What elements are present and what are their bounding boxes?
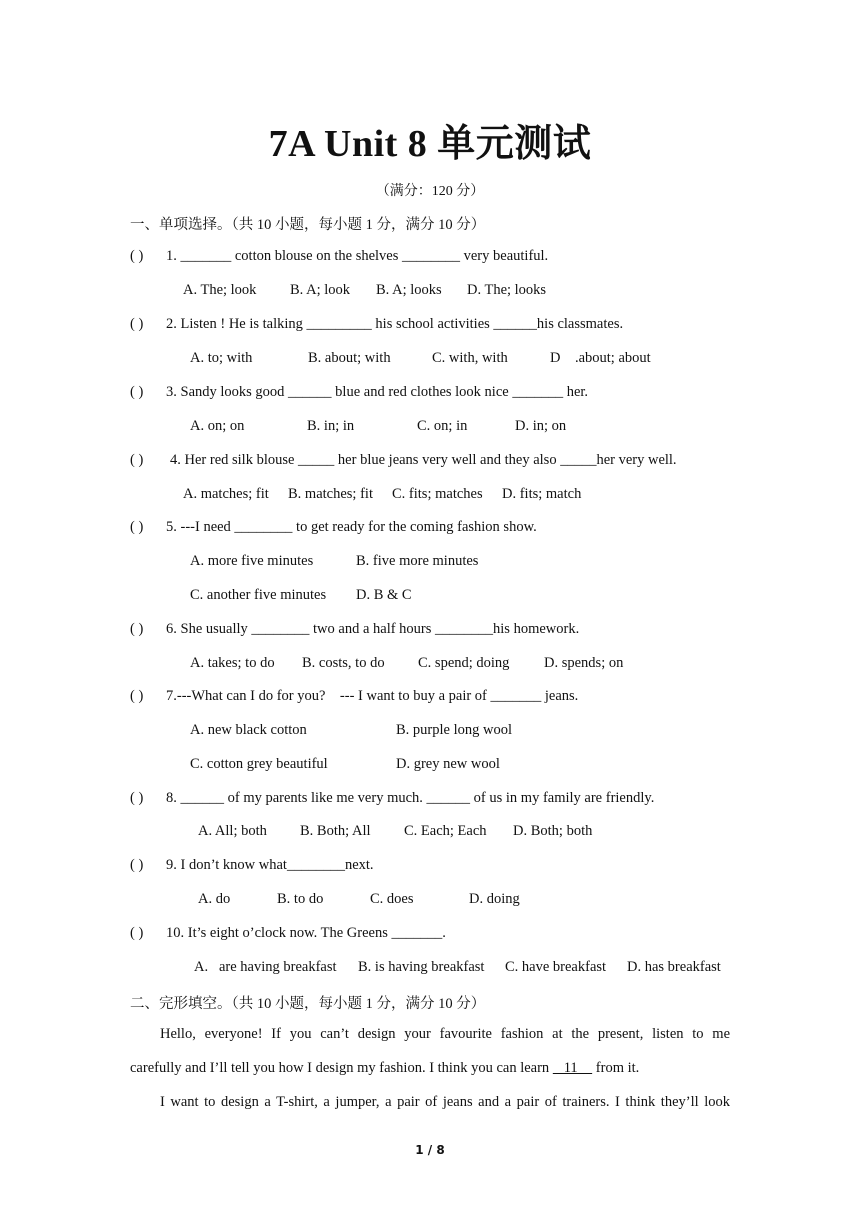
question-4 — [130, 452, 677, 469]
option-b: B. matches; fit — [288, 486, 373, 502]
question-10 — [130, 925, 446, 942]
option-c: C. does — [370, 891, 414, 907]
option-c: C. another five minutes — [190, 587, 327, 603]
question-text: 3. Sandy looks good ______ blue and red clothes look nice _______ her. — [166, 384, 589, 400]
question-text: 1. _______ cotton blouse on the shelves ________ very beautiful. — [166, 248, 549, 264]
answer-bracket: ( ) — [130, 790, 144, 806]
section-heading-1: 一、单项选择。（共 10 小题，每小题 1 分，满分 10 分） — [130, 217, 486, 233]
question-text: 2. Listen ! He is talking _________ his school activities ______his classmates. — [166, 316, 624, 332]
question-5 — [130, 519, 537, 536]
option-a: A. All; both — [198, 823, 267, 839]
option-b: B. in; in — [307, 418, 355, 434]
question-9 — [130, 857, 374, 874]
page-title: 7A Unit 8 单元测试 — [268, 123, 592, 165]
option-b: B. Both; All — [300, 823, 371, 839]
passage-line: Hello, everyone! If you can’t design your favourite fashion at the present, listen to me — [160, 1026, 730, 1042]
option-c: C. spend; doing — [418, 655, 510, 671]
answer-bracket: ( ) — [130, 857, 144, 873]
option-d: D. B & C — [356, 587, 412, 603]
option-a: A. to; with — [190, 350, 253, 366]
option-d: D. in; on — [515, 418, 567, 434]
score-note: （满分：120 分） — [375, 184, 485, 199]
question-text: 4. Her red silk blouse _____ her blue jeans very well and they also _____her very well. — [170, 452, 677, 468]
option-d: D. has breakfast — [627, 959, 721, 975]
option-c: C. Each; Each — [404, 823, 487, 839]
option-a: A. takes; to do — [190, 655, 275, 671]
answer-bracket: ( ) — [130, 925, 144, 941]
question-text: 10. It’s eight o’clock now. The Greens _______. — [166, 925, 446, 941]
section-heading-2: 二、完形填空。（共 10 小题，每小题 1 分，满分 10 分） — [130, 996, 486, 1012]
question-6 — [130, 621, 579, 638]
passage-line — [130, 1060, 730, 1077]
option-c: C. on; in — [417, 418, 468, 434]
option-b: B. purple long wool — [396, 722, 512, 738]
option-a: A. The; look — [183, 282, 257, 298]
question-text: 9. I don’t know what________next. — [166, 857, 374, 873]
option-b: B. five more minutes — [356, 553, 479, 569]
option-c: C. with, with — [432, 350, 508, 366]
option-c: C. cotton grey beautiful — [190, 756, 328, 772]
answer-bracket: ( ) — [130, 621, 144, 637]
question-1 — [130, 248, 548, 265]
question-text: 5. ---I need ________ to get ready for the coming fashion show. — [166, 519, 537, 535]
question-text: 7.---What can I do for you? --- I want to buy a pair of _______ jeans. — [166, 688, 579, 704]
passage-text: from it. — [592, 1060, 640, 1076]
option-b: B. is having breakfast — [358, 959, 485, 975]
option-d: D. spends; on — [544, 655, 624, 671]
option-d: D. Both; both — [513, 823, 593, 839]
question-3 — [130, 384, 588, 401]
answer-bracket: ( ) — [130, 384, 144, 400]
option-a: A. are having breakfast — [194, 959, 337, 975]
option-a: A. matches; fit — [183, 486, 269, 502]
answer-bracket: ( ) — [130, 452, 144, 468]
answer-bracket: ( ) — [130, 519, 144, 535]
option-d: D. The; looks — [467, 282, 547, 298]
option-c: C. fits; matches — [392, 486, 483, 502]
option-b: B. costs, to do — [302, 655, 385, 671]
option-b: B. about; with — [308, 350, 391, 366]
option-c: B. A; looks — [376, 282, 442, 298]
option-b: B. to do — [277, 891, 324, 907]
question-8 — [130, 790, 654, 807]
option-d: D. doing — [469, 891, 520, 907]
answer-bracket: ( ) — [130, 316, 144, 332]
question-text: 6. She usually ________ two and a half hours ________his homework. — [166, 621, 580, 637]
option-c: C. have breakfast — [505, 959, 607, 975]
passage-text: carefully and I’ll tell you how I design my fashion. I think you can learn — [130, 1060, 553, 1076]
option-d: D .about; about — [550, 350, 651, 366]
question-2 — [130, 316, 623, 333]
passage-line: I want to design a T-shirt, a jumper, a pair of jeans and a pair of trainers. I think they’ll look — [160, 1094, 730, 1110]
page-number: 1 / 8 — [415, 1143, 445, 1157]
option-a: A. on; on — [190, 418, 245, 434]
option-a: A. more five minutes — [190, 553, 314, 569]
option-a: A. do — [198, 891, 231, 907]
question-7 — [130, 688, 578, 705]
option-a: A. new black cotton — [190, 722, 307, 738]
option-d: D. grey new wool — [396, 756, 500, 772]
answer-bracket: ( ) — [130, 688, 144, 704]
option-b: B. A; look — [290, 282, 351, 298]
answer-bracket: ( ) — [130, 248, 144, 264]
cloze-blank-11: 11 — [552, 1060, 593, 1076]
question-text: 8. ______ of my parents like me very much. ______ of us in my family are friendly. — [166, 790, 655, 806]
option-d: D. fits; match — [502, 486, 582, 502]
